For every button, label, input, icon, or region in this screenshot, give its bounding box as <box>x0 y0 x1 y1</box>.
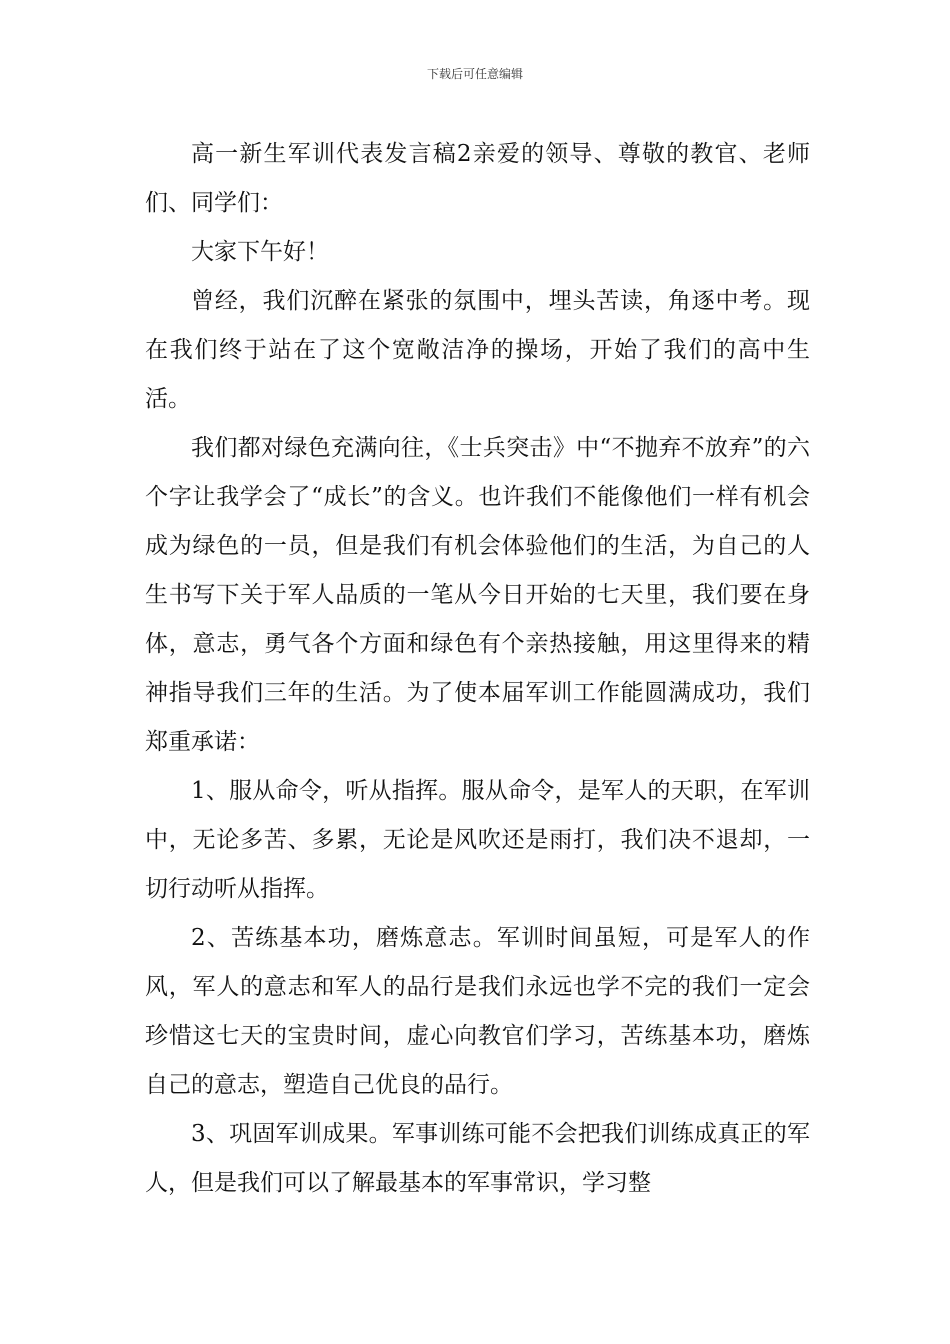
paragraph-green-aspiration: 我们都对绿色充满向往，《士兵突击》中“不抛弃不放弃”的六个字让我学会了“成长”的含义。也许我们不能像他们一样有机会成为绿色的一员，但是我们有机会体验他们的生活，为自己的人生书写下关于军人品质的一笔从今日开始的七天里，我们要在身体，意志，勇气各个方面和绿色有个亲热接触，用这里得来的精神指导我们三年的生活。为了使本届军训工作能圆满成功，我们郑重承诺： <box>145 435 810 755</box>
paragraph-title-greeting: 高一新生军训代表发言稿2亲爱的领导、尊敬的教官、老师们、同学们： <box>145 141 810 216</box>
paragraph-past: 曾经，我们沉醉在紧张的氛围中，埋头苦读，角逐中考。现在我们终于站在了这个宽敞洁净的操场，开始了我们的高中生活。 <box>145 288 810 412</box>
paragraph-pledge-2: 2、苦练基本功，磨炼意志。军训时间虽短，可是军人的作风，军人的意志和军人的品行是我们永远也学不完的我们一定会珍惜这七天的宝贵时间，虚心向教官们学习，苦练基本功，磨炼自己的意志，塑造自己优良的品行。 <box>145 925 810 1098</box>
paragraph-hello: 大家下午好！ <box>191 239 329 265</box>
paragraph-pledge-3: 3、巩固军训成果。军事训练可能不会把我们训练成真正的军人，但是我们可以了解最基本的军事常识，学习整 <box>145 1121 810 1196</box>
header-note: 下载后可任意编辑 <box>426 67 523 81</box>
paragraph-pledge-1: 1、服从命令，听从指挥。服从命令，是军人的天职，在军训中，无论多苦、多累，无论是风吹还是雨打，我们决不退却，一切行动听从指挥。 <box>145 778 810 902</box>
document-body <box>145 130 810 1208</box>
